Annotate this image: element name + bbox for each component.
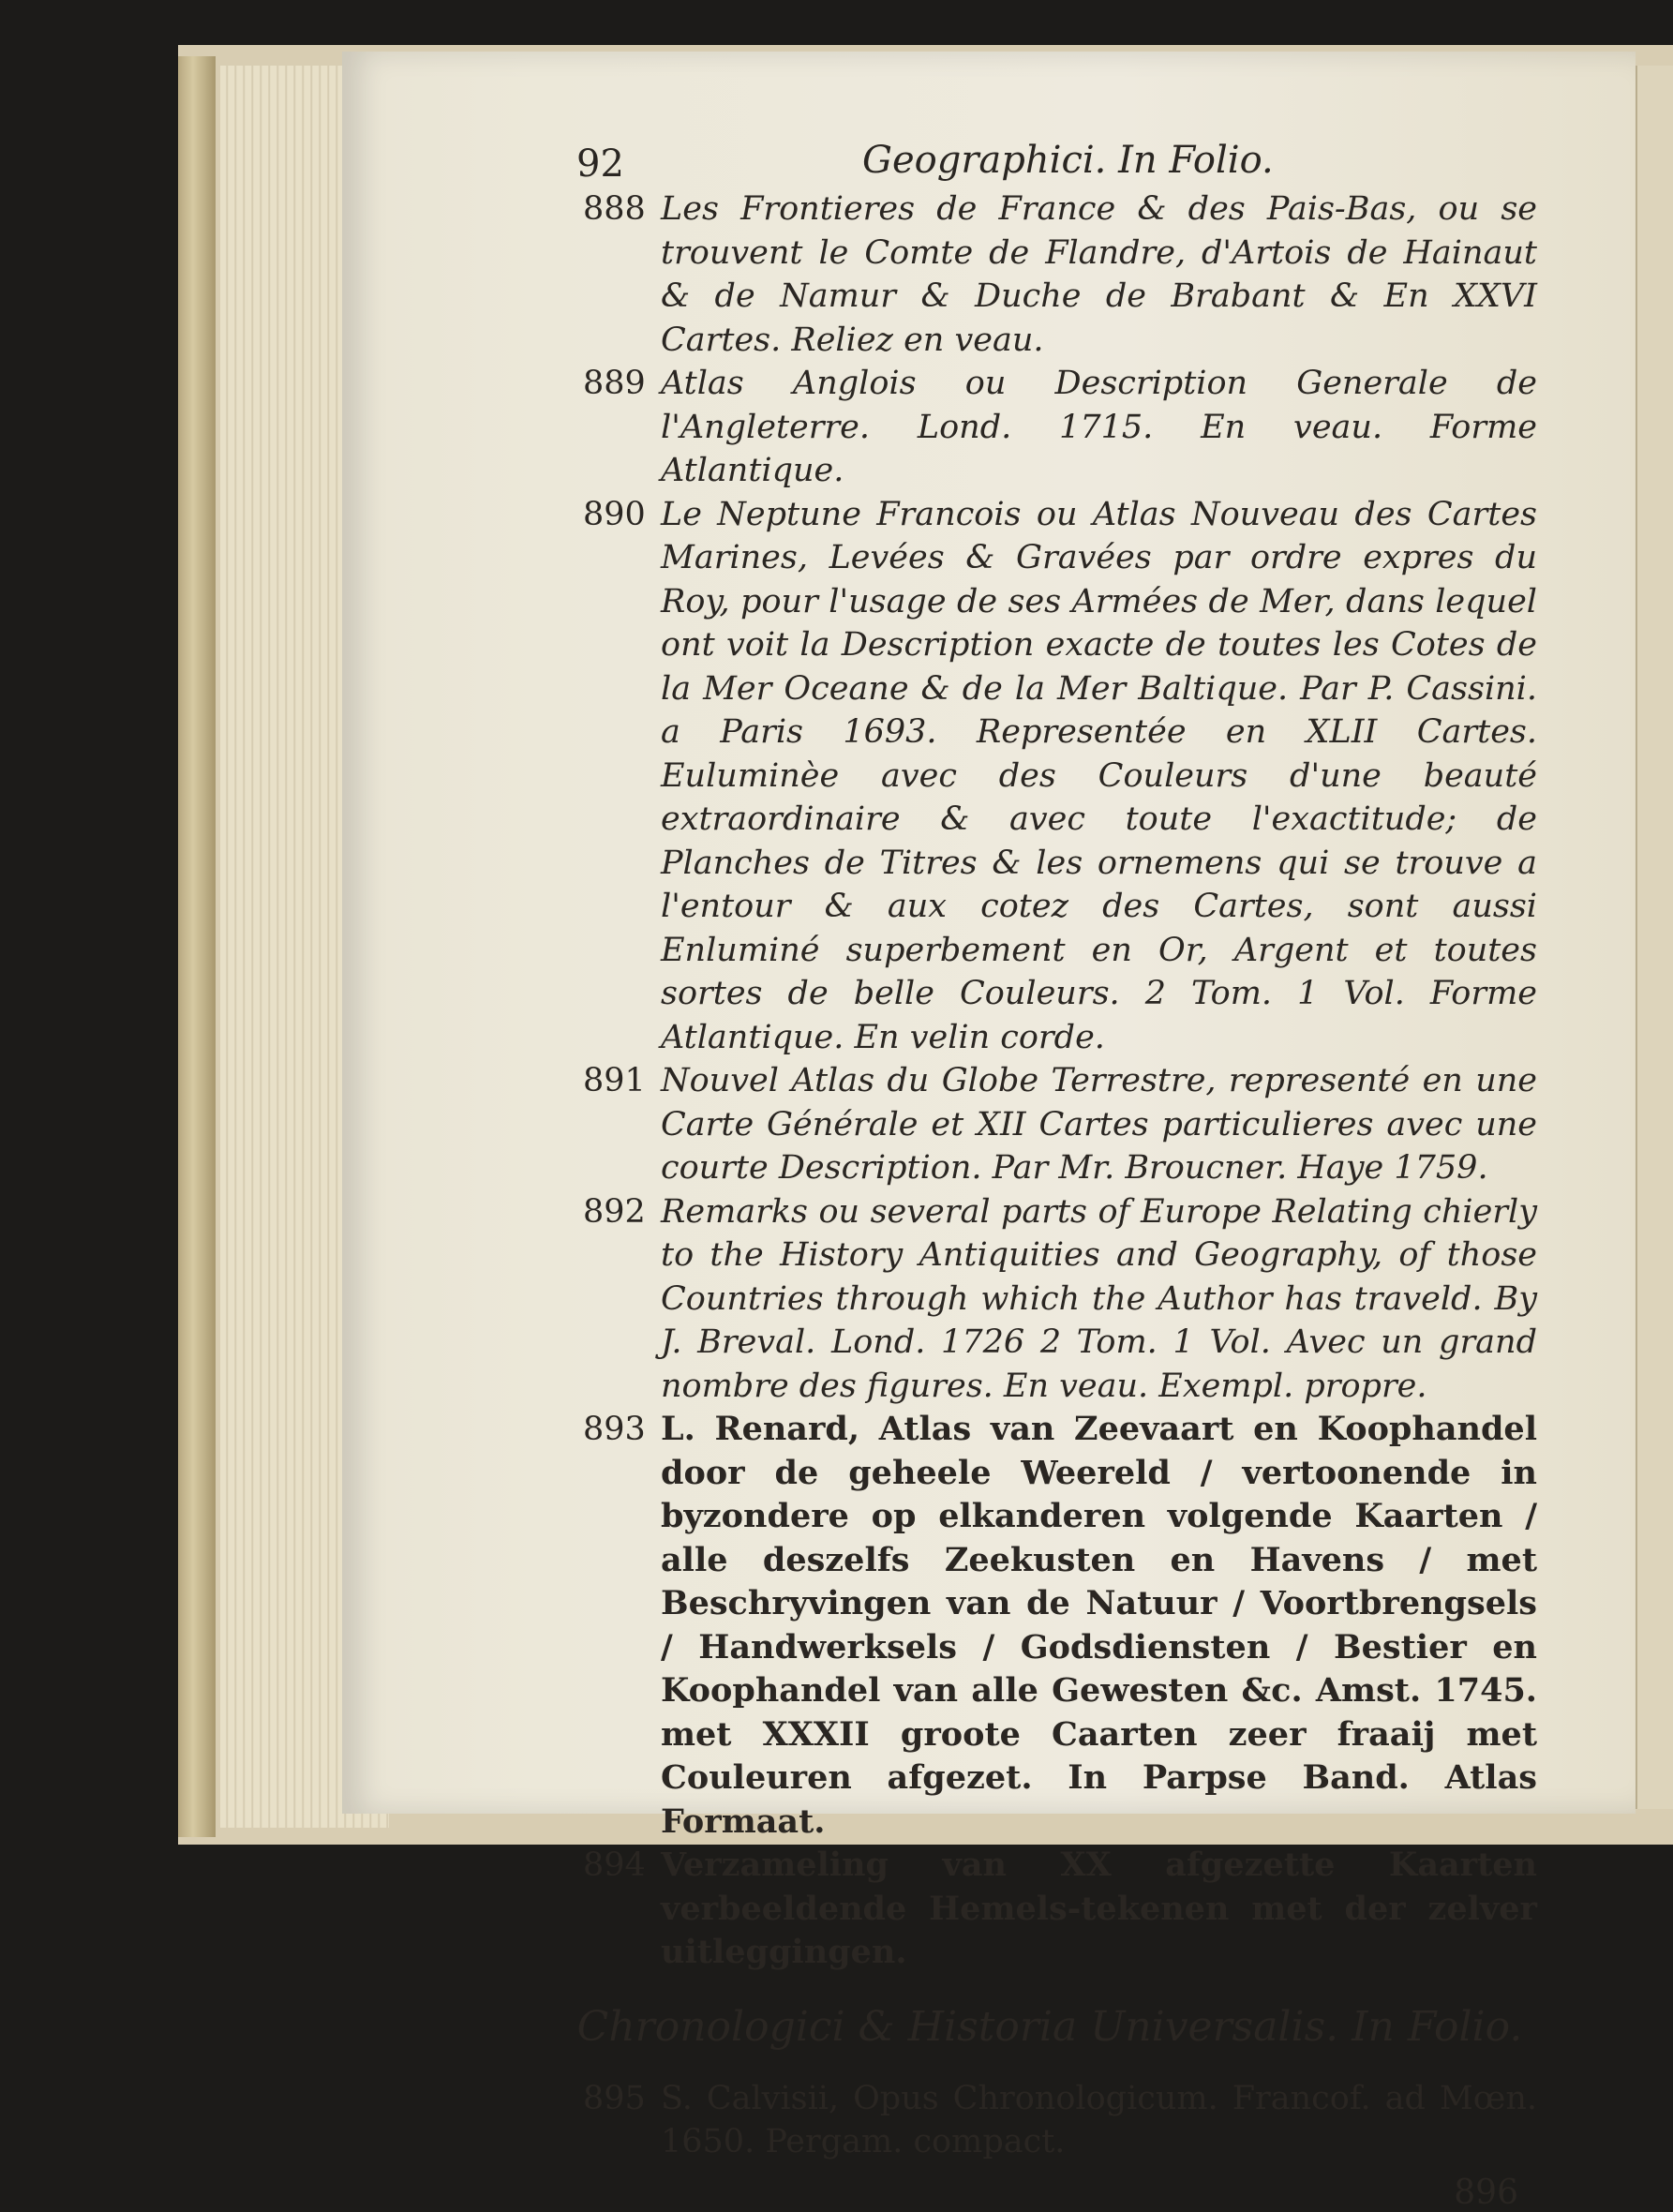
catalogue-entry (562, 2077, 1537, 2164)
catalogue-entry (562, 1059, 1537, 1190)
entry-number: 894 (583, 1846, 646, 1884)
catalogue-entry (562, 1190, 1537, 1409)
entry-text: Nouvel Atlas du Globe Terrestre, representé en une Carte Générale et XII Cartes particulieres avec une courte Description. Par Mr. Broucner. Haye 1759. (661, 1062, 1537, 1187)
cover-edge (178, 56, 216, 1837)
entry-number: 891 (583, 1062, 646, 1099)
entry-text: Remarks ou several parts of Europe Relating chierly to the History Antiquities and Geography, of those Countries through which the Author has traveld. By J. Breval. Lond. 1726 2 Tom. 1 Vol. Avec un grand nombre des figures. En veau. Exempl. propre. (661, 1192, 1537, 1405)
entry-text: Les Frontieres de France & des Pais-Bas, ou se trouvent le Comte de Flandre, d'Artois de Hainaut & de Namur & Duche de Brabant & En XXVI Cartes. Reliez en veau. (661, 190, 1537, 359)
catalogue-entry (562, 362, 1537, 493)
catalogue-entry (562, 1844, 1537, 1975)
page-text (562, 131, 1537, 2212)
entry-text: Verzameling van XX afgezette Kaarten verbeeldende Hemels-tekenen met der zelver uitleggingen. (661, 1846, 1537, 1971)
entry-number: 890 (583, 495, 646, 533)
entry-text: S. Calvisii, Opus Chronologicum. Francof. ad Mœn. 1650. Pergam. compact. (661, 2079, 1537, 2160)
catalogue-entry (562, 493, 1537, 1060)
entry-number: 893 (583, 1411, 646, 1448)
section-heading: Chronologici & Historia Universalis. In Folio. (576, 2002, 1523, 2051)
entry-text: Le Neptune Francois ou Atlas Nouveau des Cartes Marines, Levées & Gravées par ordre expres du Roy, pour l'usage de ses Armées de Mer, dans lequel ont voit la Description exacte de toutes les Cotes de la Mer Oceane & de la Mer Baltique. Par P. Cassini. a Paris 1693. Representée en XLII Cartes. Euluminèe avec des Couleurs d'une beauté extraordinaire & avec toute l'exactitude; de Planches de Titres & les ornemens qui se trouve a l'entour & aux cotez des Cartes, sont aussi Enluminé superbement en Or, Argent et toutes sortes de belle Couleurs. 2 Tom. 1 Vol. Forme Atlantique. En velin corde. (661, 495, 1537, 1056)
catalogue-entry (562, 1408, 1537, 1844)
entry-number: 892 (583, 1192, 646, 1231)
entry-text: Atlas Anglois ou Description Generale de l'Angleterre. Lond. 1715. En veau. Forme Atlantique. (661, 365, 1537, 489)
running-head: Geographici. In Folio. (862, 139, 1274, 182)
entry-number: 895 (583, 2079, 646, 2117)
entry-text: L. Renard, Atlas van Zeevaart en Koophandel door de geheele Weereld / vertoonende in byzondere op elkanderen volgende Kaarten / alle deszelfs Zeekusten en Havens / met Beschryvingen van de Natuur / Voortbrengsels / Handwerksels / Godsdiensten / Bestier en Koophandel van alle Gewesten &c. Amst. 1745. met XXXII groote Caarten zeer fraaij met Couleuren afgezet. In Parpse Band. Atlas Formaat. (661, 1410, 1537, 1841)
page-header (562, 131, 1537, 187)
catalogue-entry (562, 187, 1537, 362)
entry-number: 888 (583, 190, 646, 228)
entry-number: 889 (583, 365, 646, 402)
catchword: 896 (1454, 2173, 1518, 2212)
facing-page-edge (1636, 66, 1673, 1809)
page-number: 92 (576, 142, 624, 186)
